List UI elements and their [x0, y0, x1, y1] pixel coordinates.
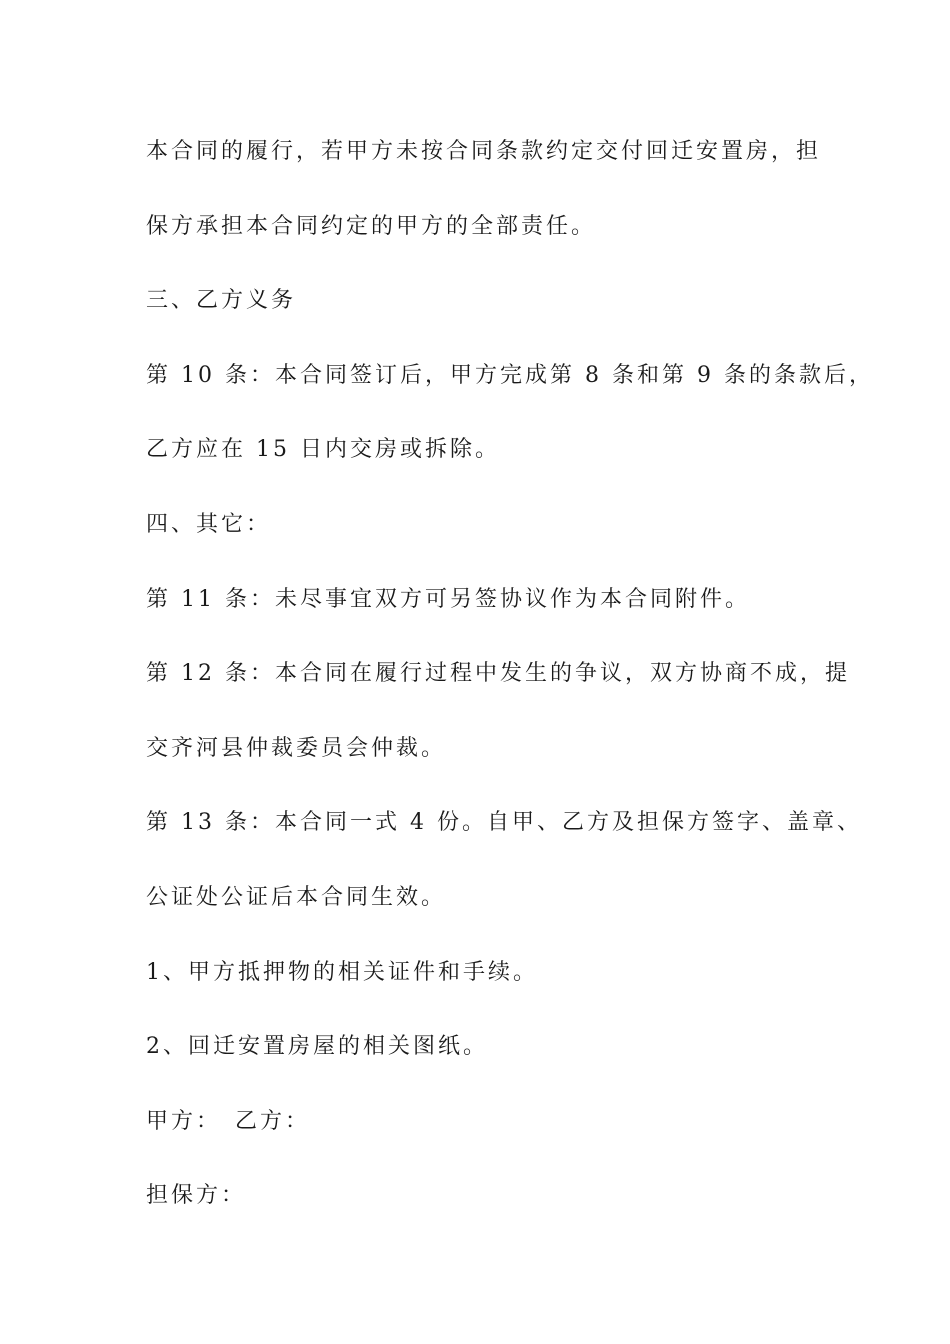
article-13-line-1: 第 13 条：本合同一式 4 份。自甲、乙方及担保方签字、盖章、	[146, 810, 862, 835]
paragraph-guarantee-line-2: 保方承担本合同约定的甲方的全部责任。	[146, 214, 597, 239]
article-10-line-1: 第 10 条：本合同签订后，甲方完成第 8 条和第 9 条的条款后，	[146, 363, 874, 388]
paragraph-guarantee-line-1: 本合同的履行，若甲方未按合同条款约定交付回迁安置房，担	[146, 139, 822, 164]
attachment-item-2: 2、回迁安置房屋的相关图纸。	[146, 1034, 488, 1059]
section-heading-party-b-obligations: 三、乙方义务	[146, 288, 297, 313]
attachment-item-1: 1、甲方抵押物的相关证件和手续。	[146, 960, 538, 985]
section-heading-other: 四、其它：	[146, 512, 272, 537]
article-12-line-2: 交齐河县仲裁委员会仲裁。	[146, 736, 447, 761]
signature-guarantor: 担保方：	[146, 1183, 247, 1208]
article-11: 第 11 条：未尽事宜双方可另签协议作为本合同附件。	[146, 587, 750, 612]
article-12-line-1: 第 12 条：本合同在履行过程中发生的争议，双方协商不成，提	[146, 661, 850, 686]
signature-party-a-b: 甲方： 乙方：	[146, 1109, 311, 1134]
article-10-line-2: 乙方应在 15 日内交房或拆除。	[146, 437, 500, 462]
article-13-line-2: 公证处公证后本合同生效。	[146, 885, 447, 910]
